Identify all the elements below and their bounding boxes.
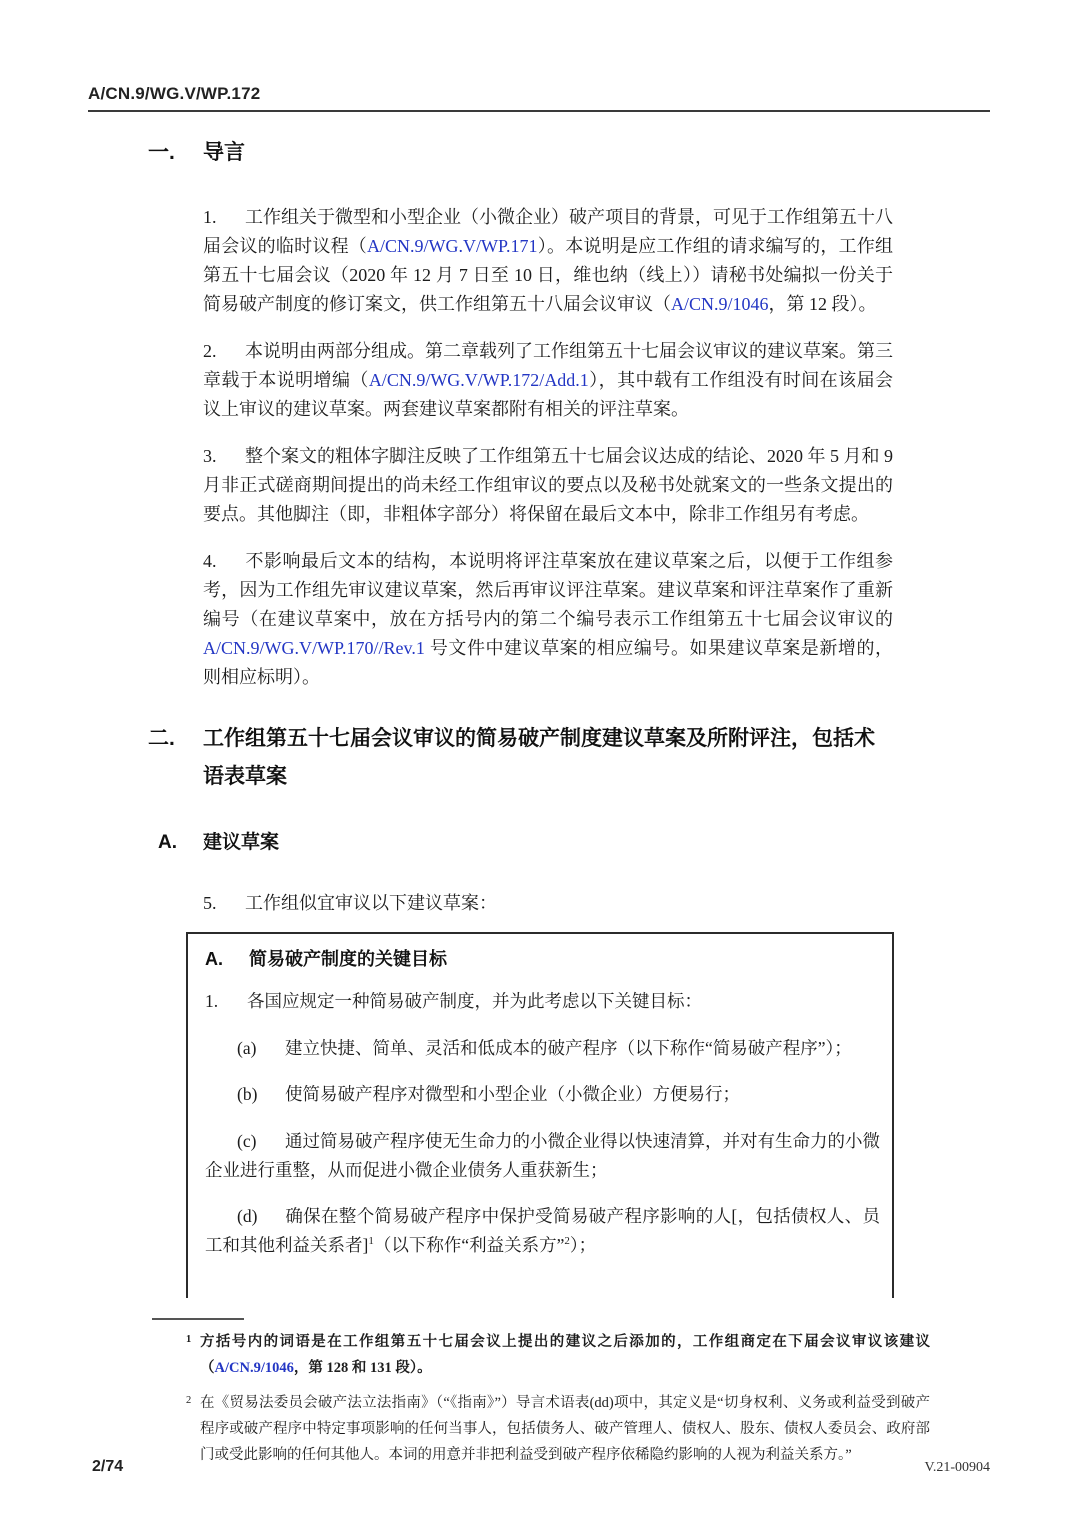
paragraph-text: 不影响最后文本的结构，本说明将评注草案放在建议草案之后，以便于工作组参考，因为工作组先审议建议草案，然后再审议评注草案。建议草案和评注草案作了重新编号（在建议草案中，放在方括号内的第二个编号表示工作组第五十七届会议审议的: [203, 551, 893, 629]
footnote-1: [186, 1329, 930, 1381]
document-link[interactable]: A/CN.9/WG.V/WP.170//Rev.1: [203, 638, 425, 658]
item-text: 使简易破产程序对微型和小型企业（小微企业）方便易行；: [285, 1084, 740, 1104]
paragraph-text: 工作组似宜审议以下建议草案：: [245, 893, 497, 913]
section-number: 二.: [148, 727, 175, 750]
paragraph-5: [203, 889, 893, 918]
paragraph-text: 整个案文的粗体字脚注反映了工作组第五十七届会议达成的结论、2020 年 5 月和 9 月非正式磋商期间提出的尚未经工作组审议的要点以及秘书处就案文的一些条文提出的要点。其他脚注（即，非粗体字部分）将保留在最后文本中，除非工作组另有考虑。: [203, 446, 893, 524]
footnote-2: [186, 1390, 930, 1468]
section-title: 工作组第五十七届会议审议的简易破产制度建议草案及所附评注，包括术语表草案: [203, 727, 875, 788]
paragraph-text: 本说明由两部分组成。第二章载列了工作组第五十七届会议审议的建议草案。第三章载于本说明增编（: [203, 341, 893, 390]
doc-symbol: A/CN.9/WG.V/WP.172: [88, 84, 261, 103]
paragraph-text: ）。本说明是应工作组的请求编写的，工作组第五十七届会议（2020 年 12 月 7 日至 10 日，维也纳（线上））请秘书处编拟一份关于简易破产制度的修订案文，供工作组第五十八届会议审议（: [203, 236, 894, 314]
document-id: V.21-00904: [924, 1460, 990, 1475]
recommendation-text: 各国应规定一种简易破产制度，并为此考虑以下关键目标：: [247, 991, 702, 1011]
paragraph-4: [203, 547, 893, 692]
paragraph-text: ），其中载有工作组没有时间在该届会议上审议的建议草案。两套建议草案都附有相关的评注草案。: [203, 370, 894, 419]
header-rule: [88, 110, 990, 112]
section-heading-chapter-two: [148, 720, 893, 796]
list-item-b: [205, 1080, 880, 1109]
list-item-c: [205, 1127, 880, 1185]
box-heading-title: 简易破产制度的关键目标: [249, 949, 447, 969]
footnote-separator: [152, 1318, 244, 1320]
paragraph-number: 3.: [203, 446, 217, 466]
item-text: 通过简易破产程序使无生命力的小微企业得以快速清算，并对有生命力的小微企业进行重整，从而促进小微企业债务人重获新生；: [205, 1130, 880, 1180]
recommendation-1: [205, 987, 880, 1016]
footnote-text: 在《贸易法委员会破产法立法指南》（“《指南》”）导言术语表(dd)项中，其定义是“切身权利、义务或利益受到破产程序或破产程序中特定事项影响的任何当事人，包括债务人、破产管理人、债权人、股东、债权人委员会、政府部门或受此影响的任何其他人。本词的用意并非把利益受到破产程序依稀隐约影响的人视为利益关系方。”: [200, 1394, 930, 1463]
footnote-ref-2: 2: [564, 1235, 570, 1248]
document-link[interactable]: A/CN.9/WG.V/WP.171: [367, 236, 538, 256]
item-text: （以下称作“利益关系方”: [373, 1235, 565, 1255]
paragraph-1: [203, 203, 893, 319]
box-heading-letter: A.: [205, 949, 223, 969]
footnote-marker: 2: [186, 1394, 192, 1406]
paragraph-number: 4.: [203, 551, 217, 571]
section-heading-introduction: [148, 134, 893, 172]
paragraph-number: 2.: [203, 341, 217, 361]
footnote-marker: 1: [186, 1333, 192, 1345]
section-number: 一.: [148, 141, 175, 164]
paragraph-3: [203, 442, 893, 529]
document-link[interactable]: A/CN.9/WG.V/WP.172/Add.1: [368, 370, 589, 390]
recommendation-number: 1.: [205, 991, 219, 1011]
document-body: [0, 134, 1080, 1468]
paragraph-number: 1.: [203, 207, 217, 227]
subsection-heading-a: [158, 829, 893, 857]
subsection-title: 建议草案: [203, 832, 280, 853]
item-label: (c): [237, 1130, 257, 1151]
item-text: ）；: [569, 1235, 597, 1255]
section-title: 导言: [203, 141, 245, 164]
document-link[interactable]: A/CN.9/1046: [214, 1359, 294, 1376]
item-label: (b): [237, 1084, 258, 1104]
item-label: (d): [237, 1206, 258, 1226]
page-number: 2/74: [92, 1458, 124, 1475]
document-header: [88, 84, 990, 112]
paragraph-number: 5.: [203, 893, 217, 913]
recommendations-box: [186, 932, 894, 1298]
footnote-text: 方括号内的词语是在工作组第五十七届会议上提出的建议之后添加的，工作组商定在下届会议审议该建议（: [200, 1333, 930, 1376]
paragraph-text: 工作组关于微型和小型企业（小微企业）破产项目的背景，可见于工作组第五十八届会议的临时议程（: [203, 207, 893, 256]
footnote-text: ，第 128 和 131 段）。: [293, 1359, 432, 1376]
footnote-ref-1: 1: [368, 1235, 374, 1248]
paragraph-2: [203, 337, 893, 424]
subsection-letter: A.: [158, 832, 177, 853]
box-heading: [205, 946, 880, 973]
item-text: 建立快捷、简单、灵活和低成本的破产程序（以下称作“简易破产程序”）；: [285, 1037, 852, 1058]
paragraph-text: 号文件中建议草案的相应编号。如果建议草案是新增的，则相应标明）。: [203, 638, 893, 687]
document-link[interactable]: A/CN.9/1046: [671, 294, 769, 314]
list-item-d: [205, 1202, 880, 1260]
list-item-a: [205, 1034, 880, 1063]
item-label: (a): [237, 1037, 257, 1058]
paragraph-text: ，第 12 段）。: [768, 294, 877, 314]
item-text: 确保在整个简易破产程序中保护受简易破产程序影响的人[，包括债权人、员工和其他利益关系者]: [205, 1206, 880, 1255]
